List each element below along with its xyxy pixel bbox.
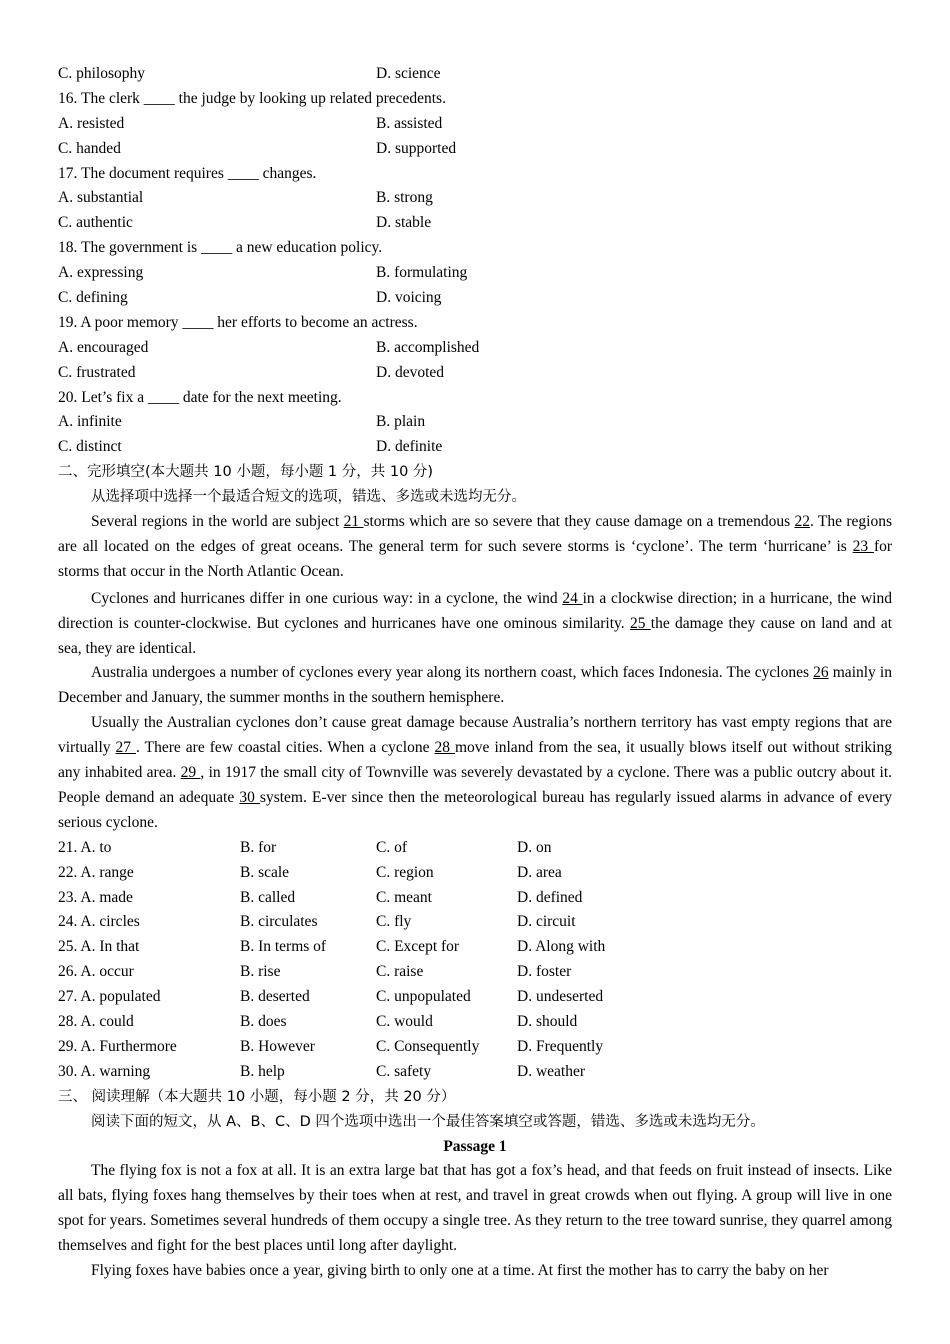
text: move inland from the sea, it usually blows itself out without striking any inhabited area. <box>58 739 892 782</box>
option: B. plain <box>376 413 426 431</box>
section-title: 三、 阅读理解（本大题共 10 小题，每小题 2 分，共 20 分） <box>58 1088 456 1105</box>
option: B. does <box>240 1013 287 1031</box>
question: 18. The government is ____ a new education policy. <box>58 239 383 257</box>
option: D. Along with <box>517 938 606 956</box>
option-row <box>58 935 892 960</box>
option: B. In terms of <box>240 938 327 956</box>
text: in a clockwise direction; in a hurricane, the wind direction is counter-clockwise. But cyclones and hurricanes have one ominous similarity. <box>58 589 892 632</box>
text: Several regions in the world are subject <box>91 513 344 531</box>
option: D. stable <box>376 214 432 232</box>
option: 26. A. occur <box>58 963 134 981</box>
text: system. E-ver since then the meteorological bureau has regularly issued alarms in advance of every serious cyclone. <box>58 789 892 831</box>
option: C. philosophy <box>58 65 145 82</box>
option-row <box>58 286 892 311</box>
option: D. devoted <box>376 363 445 381</box>
option: A. infinite <box>58 413 122 431</box>
option: C. Except for <box>376 938 460 956</box>
option: C. region <box>376 863 434 881</box>
blank-23: 23 <box>852 537 874 555</box>
option: 27. A. populated <box>58 988 161 1006</box>
option: 25. A. In that <box>58 938 140 956</box>
option-row <box>58 910 892 935</box>
blank-21: 21 <box>343 513 364 531</box>
option-row <box>58 960 892 985</box>
text: . The regions are all located on the edges of great oceans. The general term for such severe storms is ‘cyclone’. The term ‘hurricane’ is <box>58 513 892 555</box>
option: B. assisted <box>376 114 443 132</box>
option: 22. A. range <box>58 863 134 881</box>
option: B. rise <box>240 963 281 981</box>
option-row <box>58 836 892 861</box>
option: A. expressing <box>58 264 144 282</box>
option-row <box>58 62 892 87</box>
option: 23. A. made <box>58 888 133 906</box>
option-row <box>58 112 892 137</box>
option: C. of <box>376 838 407 856</box>
question: 19. A poor memory ____ her efforts to become an actress. <box>58 313 418 331</box>
blank-24: 24 <box>562 589 583 607</box>
text: Usually the Australian cyclones don’t cause great damage because Australia’s northern territory has vast empty regions that are virtually <box>58 714 892 757</box>
option-row <box>58 137 892 162</box>
question: 16. The clerk ____ the judge by looking up related precedents. <box>58 89 446 107</box>
option: A. substantial <box>58 189 144 207</box>
option: D. defined <box>517 888 583 906</box>
text: . There are few coastal cities. When a cyclone <box>136 739 435 757</box>
blank-29: 29 <box>180 764 201 782</box>
option: C. safety <box>376 1062 432 1080</box>
blank-30: 30 <box>239 789 260 806</box>
blank-26: 26 <box>813 664 829 682</box>
text: the damage they cause on land and at sea, they are identical. <box>58 614 893 657</box>
option: C. defining <box>58 289 128 307</box>
option: B. circulates <box>240 913 318 931</box>
option-row <box>58 361 892 386</box>
option-row <box>58 985 892 1010</box>
question: 20. Let’s fix a ____ date for the next meeting. <box>58 388 342 406</box>
option: B. accomplished <box>376 338 480 356</box>
text: Australia undergoes a number of cyclones every year along its northern coast, which faces Indonesia. The cyclones <box>91 664 814 682</box>
option: A. resisted <box>58 114 125 132</box>
option: D. area <box>517 863 562 881</box>
option: C. distinct <box>58 438 122 456</box>
text: mainly in December and January, the summer months in the southern hemisphere. <box>58 664 892 707</box>
option: D. science <box>376 65 441 82</box>
text: , in 1917 the small city of Townville was severely devastated by a cyclone. There was a public outcry about it. People demand an adequate <box>58 764 892 806</box>
question: 17. The document requires ____ changes. <box>58 164 317 182</box>
option: C. raise <box>376 963 424 981</box>
passage-paragraph: The flying fox is not a fox at all. It is an extra large bat that has got a fox’s head, and that feeds on fruit instead of insects. Like all bats, flying foxes hang themselves by their toes when at rest, and travel in great crowds when out flying. A group will live in one spot for years. Sometimes several hundreds of them occupy a single tree. As they return to the tree toward sunrise, they quarrel among themselves and fight for the best places until long after daylight. <box>58 1162 892 1255</box>
blank-27: 27 <box>115 739 137 757</box>
option: D. supported <box>376 139 457 157</box>
option-row <box>58 435 892 460</box>
option: D. weather <box>517 1062 585 1080</box>
passage-title: Passage 1 <box>443 1137 507 1155</box>
option: D. should <box>517 1013 578 1031</box>
section-title: 二、完形填空(本大题共 10 小题，每小题 1 分，共 10 分) <box>58 464 434 481</box>
blank-28: 28 <box>434 739 455 757</box>
option: C. frustrated <box>58 363 136 381</box>
option: B. for <box>240 838 277 856</box>
option: D. voicing <box>376 289 442 307</box>
text: storms which are so severe that they cause damage on a tremendous <box>363 513 795 531</box>
option: B. formulating <box>376 264 468 282</box>
option-row <box>58 211 892 236</box>
option-row <box>58 1010 892 1035</box>
option: C. meant <box>376 888 432 906</box>
option: 29. A. Furthermore <box>58 1037 177 1055</box>
option: B. help <box>240 1062 285 1080</box>
section-instruction: 从选择项中选择一个最适合短文的选项，错选、多选或未选均无分。 <box>91 489 526 506</box>
option-row <box>58 336 892 361</box>
blank-25: 25 <box>629 614 651 632</box>
option-row <box>58 410 892 435</box>
option: 30. A. warning <box>58 1062 151 1080</box>
option-row <box>58 886 892 911</box>
option: 28. A. could <box>58 1013 134 1031</box>
option: C. Consequently <box>376 1037 480 1055</box>
cloze-paragraph <box>58 711 892 836</box>
option: B. However <box>240 1037 315 1055</box>
option: D. on <box>517 838 552 856</box>
option-row <box>58 1060 892 1085</box>
option: D. definite <box>376 438 443 456</box>
option: B. called <box>240 888 296 906</box>
option: C. would <box>376 1013 433 1031</box>
option-row <box>58 861 892 886</box>
option: D. Frequently <box>517 1037 604 1055</box>
blank-22: 22 <box>794 513 810 531</box>
option: A. encouraged <box>58 338 149 356</box>
option: D. foster <box>517 963 572 981</box>
cloze-paragraph <box>58 587 892 662</box>
option: B. strong <box>376 189 433 207</box>
option: 21. A. to <box>58 838 112 856</box>
option: D. undeserted <box>517 988 604 1006</box>
passage-paragraph: Flying foxes have babies once a year, giving birth to only one at a time. At first the mother has to carry the baby on her <box>91 1262 829 1280</box>
cloze-paragraph <box>58 661 892 711</box>
option: B. scale <box>240 863 290 881</box>
section-instruction: 阅读下面的短文，从 A、B、C、D 四个选项中选出一个最佳答案填空或答题，错选、多选或未选均无分。 <box>91 1113 765 1130</box>
text: for storms that occur in the North Atlantic Ocean. <box>58 537 893 580</box>
exam-page <box>58 62 892 1284</box>
option: B. deserted <box>240 988 310 1006</box>
option: C. unpopulated <box>376 988 471 1006</box>
option-row <box>58 1035 892 1060</box>
cloze-paragraph <box>58 510 892 585</box>
option-row <box>58 186 892 211</box>
text: Cyclones and hurricanes differ in one curious way: in a cyclone, the wind <box>91 589 563 607</box>
option: D. circuit <box>517 913 576 931</box>
option-row <box>58 261 892 286</box>
cloze-options <box>58 836 892 1085</box>
option: C. fly <box>376 913 412 931</box>
option: 24. A. circles <box>58 913 140 931</box>
option: C. authentic <box>58 214 133 232</box>
option: C. handed <box>58 139 121 157</box>
